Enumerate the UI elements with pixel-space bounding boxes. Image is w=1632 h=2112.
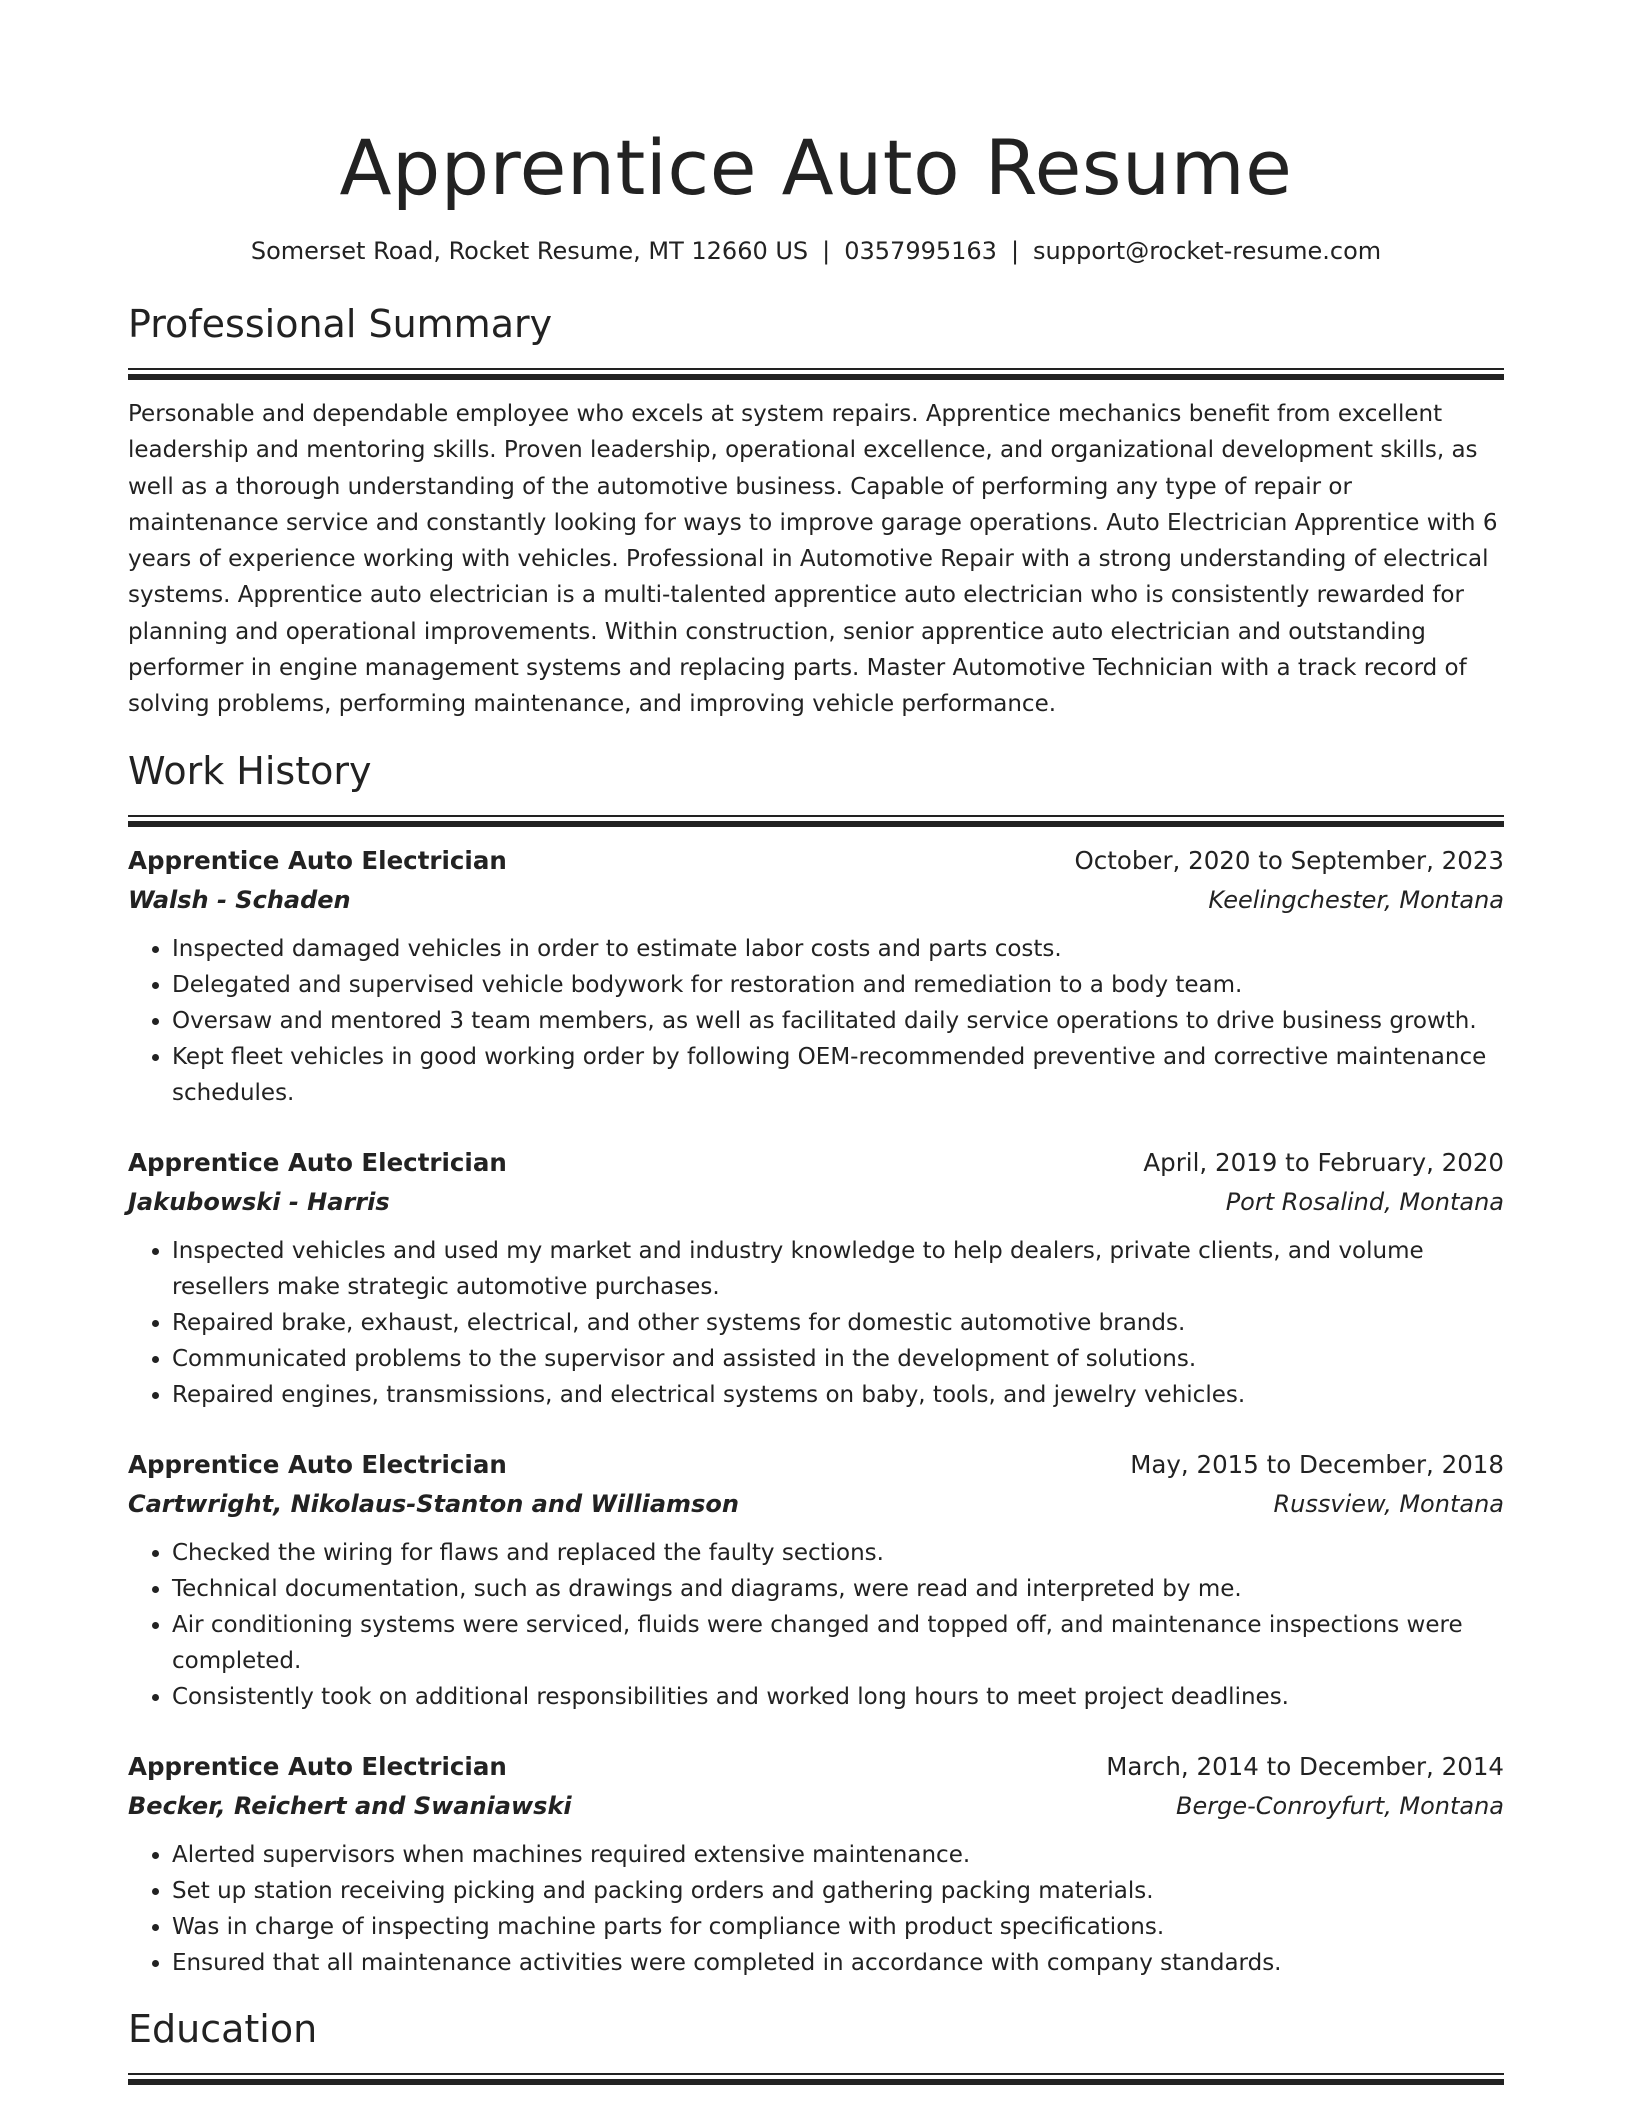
summary-text: Personable and dependable employee who excels at system repairs. Apprentice mechanics benefit from excellent leadership and mentoring skills. Proven leadership, operational excellence, and organizational development skills, as well as a thorough understanding of the automotive business. Capable of performing any type of repair or maintenance service and constantly looking for ways to improve garage operations. Auto Electrician Apprentice with 6 years of experience working with vehicles. Professional in Automotive Repair with a strong understanding of electrical systems. Apprentice auto electrician is a multi-talented apprentice auto electrician who is consistently rewarded for planning and operational improvements. Within construction, senior apprentice auto electrician and outstanding performer in engine management systems and replacing parts. Master Automotive Technician with a track record of solving problems, performing maintenance, and improving vehicle performance. (128, 401, 1498, 718)
job-company: Walsh - Schaden (128, 885, 351, 914)
job-company: Jakubowski - Harris (128, 1187, 390, 1216)
list-item: • Delegated and supervised vehicle bodywork for restoration and remediation to a body team. (172, 967, 1504, 1003)
work-history-section (128, 745, 1504, 1981)
list-item: • Inspected vehicles and used my market and industry knowledge to help dealers, private clients, and volume resellers make strategic automotive purchases. (172, 1233, 1504, 1305)
job-entry (128, 1747, 1504, 1981)
list-item: • Repaired brake, exhaust, electrical, and other systems for domestic automotive brands. (172, 1305, 1504, 1341)
list-item: • Inspected damaged vehicles in order to estimate labor costs and parts costs. (172, 931, 1504, 967)
contact-separator: | (1010, 237, 1020, 265)
list-item: • Oversaw and mentored 3 team members, as well as facilitated daily service operations to drive business growth. (172, 1003, 1504, 1039)
job-title: Apprentice Auto Electrician (128, 1147, 507, 1177)
section-divider (128, 368, 1504, 380)
list-item: • Checked the wiring for flaws and replaced the faulty sections. (172, 1535, 1504, 1571)
contact-phone: 0357995163 (844, 237, 997, 265)
list-item: • Consistently took on additional responsibilities and worked long hours to meet project deadlines. (172, 1679, 1504, 1715)
job-dates: March, 2014 to December, 2014 (1106, 1751, 1504, 1781)
summary-heading: Professional Summary (128, 302, 553, 346)
contact-email: support@rocket-resume.com (1033, 237, 1382, 265)
job-company: Becker, Reichert and Swaniawski (128, 1791, 572, 1820)
job-entry (128, 841, 1504, 1111)
contact-separator: | (822, 237, 831, 265)
job-bullets (128, 931, 1504, 1111)
list-item: • Air conditioning systems were serviced, fluids were changed and topped off, and maintenance inspections were completed. (172, 1607, 1504, 1679)
job-dates: October, 2020 to September, 2023 (1074, 845, 1504, 875)
job-title: Apprentice Auto Electrician (128, 1751, 507, 1781)
resume-page (128, 118, 1504, 2085)
contact-line (128, 234, 1504, 268)
education-heading: Education (128, 2006, 318, 2051)
job-title: Apprentice Auto Electrician (128, 1449, 507, 1479)
education-section (128, 2003, 1504, 2085)
list-item: • Alerted supervisors when machines required extensive maintenance. (172, 1837, 1504, 1873)
job-bullets (128, 1233, 1504, 1413)
job-location: Russview, Montana (1273, 1489, 1504, 1518)
list-item: • Kept fleet vehicles in good working order by following OEM-recommended preventive and corrective maintenance schedules. (172, 1039, 1504, 1111)
job-location: Berge-Conroyfurt, Montana (1176, 1791, 1504, 1820)
job-location: Port Rosalind, Montana (1225, 1187, 1504, 1216)
summary-section (128, 298, 1504, 723)
section-divider (128, 815, 1504, 827)
list-item: • Set up station receiving picking and packing orders and gathering packing materials. (172, 1873, 1504, 1909)
job-dates: April, 2019 to February, 2020 (1143, 1147, 1504, 1177)
job-title: Apprentice Auto Electrician (128, 845, 507, 875)
job-entry (128, 1445, 1504, 1715)
job-entry (128, 1143, 1504, 1413)
list-item: • Repaired engines, transmissions, and electrical systems on baby, tools, and jewelry vehicles. (172, 1377, 1504, 1413)
job-bullets (128, 1837, 1504, 1981)
contact-address: Somerset Road, Rocket Resume, MT 12660 US (250, 237, 809, 265)
job-bullets (128, 1535, 1504, 1715)
list-item: • Was in charge of inspecting machine parts for compliance with product specifications. (172, 1909, 1504, 1945)
list-item: • Ensured that all maintenance activities were completed in accordance with company standards. (172, 1945, 1504, 1981)
section-divider (128, 2073, 1504, 2085)
list-item: • Communicated problems to the supervisor and assisted in the development of solutions. (172, 1341, 1504, 1377)
job-location: Keelingchester, Montana (1208, 885, 1504, 914)
work-history-heading: Work History (128, 748, 372, 793)
job-company: Cartwright, Nikolaus-Stanton and Williamson (128, 1489, 739, 1518)
job-dates: May, 2015 to December, 2018 (1130, 1449, 1504, 1479)
list-item: • Technical documentation, such as drawings and diagrams, were read and interpreted by me. (172, 1571, 1504, 1607)
resume-title: Apprentice Auto Resume (339, 123, 1293, 212)
